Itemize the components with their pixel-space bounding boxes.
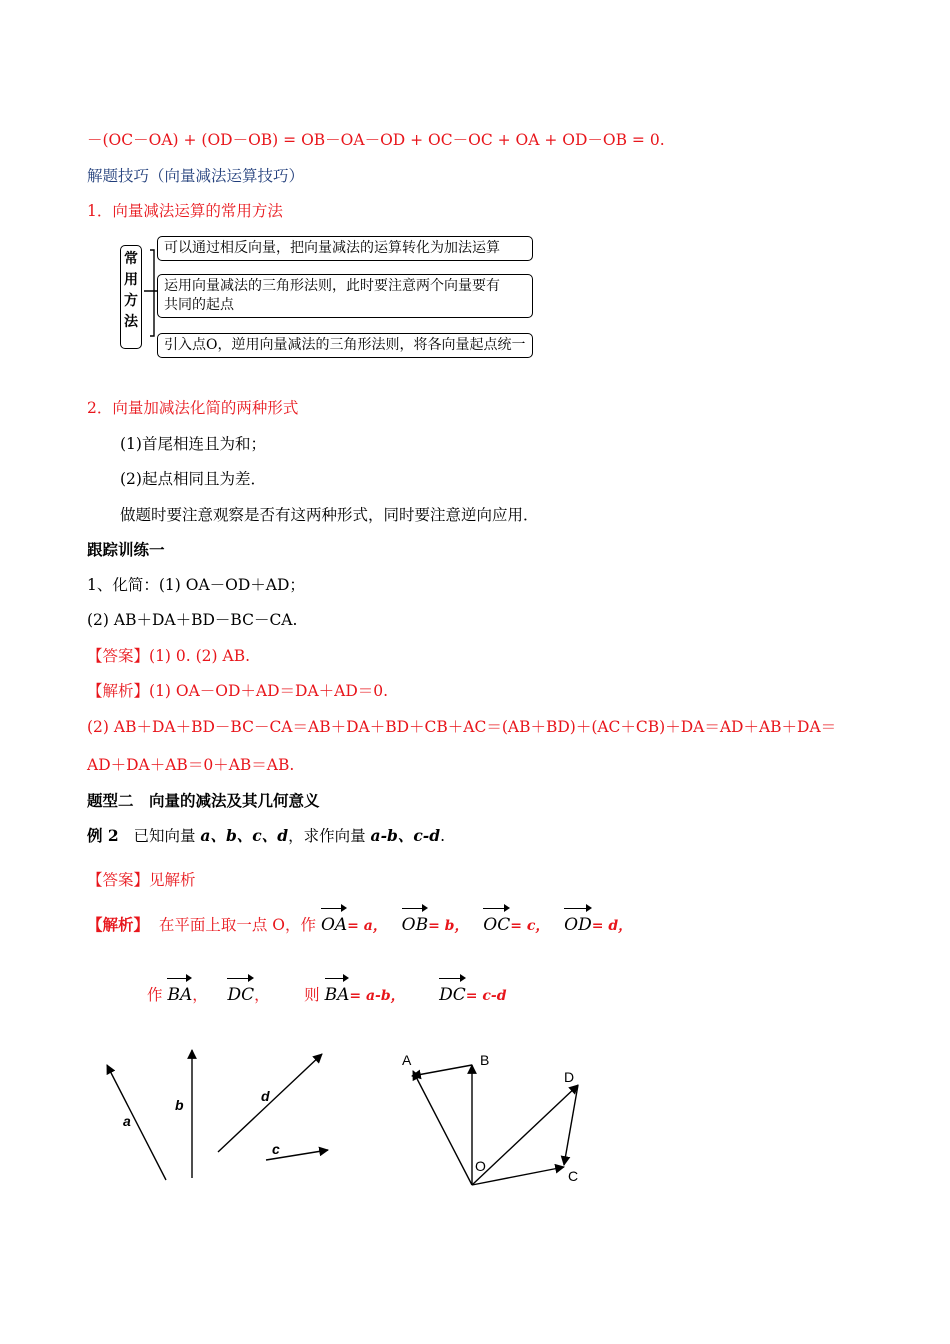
ex-answer-text: 见解析 [149, 871, 196, 889]
then-word: 则 [304, 986, 320, 1004]
diagram-box-2-line2: 共同的起点 [164, 297, 234, 313]
answer-line [87, 646, 250, 666]
example-targets: a-b、c-d [370, 826, 441, 845]
example-analysis-line1 [87, 912, 632, 939]
figure-vectors-abcd [90, 1040, 350, 1190]
eq-d: = d， [591, 918, 633, 934]
eq-c: = c， [510, 918, 550, 934]
diagram-box-3 [157, 333, 533, 358]
tip: 做题时要注意观察是否有这两种形式，同时要注意逆向应用． [120, 506, 539, 524]
diagram-box-3-text: 引入点O，逆用向量减法的三角形法则，将各向量起点统一 [164, 337, 526, 353]
example-text-pre: 已知向量 [133, 827, 196, 845]
type2-title: 题型二 向量的减法及其几何意义 [87, 791, 320, 810]
diagram-box-1-text: 可以通过相反向量，把向量减法的运算转化为加法运算 [164, 240, 500, 256]
answer-tag: 【答案】 [87, 647, 150, 665]
point-A: A [402, 1052, 412, 1068]
label-c: c [272, 1141, 280, 1157]
analysis-line2: (2) AB＋DA＋BD－BC－CA＝AB＋DA＋BD＋CB＋AC＝(AB＋BD)＋(AC＋CB)＋DA＝AD＋AB＋DA＝ [87, 718, 837, 736]
question-1-line1: 1、化简：(1) OA－OD＋AD； [87, 576, 305, 594]
vector-BA: BA [167, 982, 192, 1008]
analysis-text: (1) OA－OD＋AD＝DA＋AD＝0. [149, 682, 389, 700]
eq-a: = a， [347, 918, 387, 934]
vector-a-arrow [107, 1065, 166, 1180]
sep-1: ， [192, 986, 208, 1004]
side-char: 方 [124, 293, 138, 309]
form-1: (1)首尾相连且为和； [120, 435, 266, 453]
vector-BA-2: BA [325, 982, 350, 1008]
form-2: (2)起点相同且为差． [120, 470, 266, 488]
diagram-box-2-line1: 运用向量减法的三角形法则，此时要注意两个向量要有 [164, 278, 500, 294]
point-C: C [568, 1168, 579, 1184]
diagram-box-1 [157, 236, 533, 261]
line-OA [413, 1071, 472, 1185]
vector-OB: OB [402, 912, 428, 938]
label-b: b [175, 1097, 184, 1113]
diagram-box-2 [157, 274, 533, 318]
vector-OA: OA [321, 912, 347, 938]
label-a: a [123, 1113, 131, 1129]
ex-analysis-text: 在平面上取一点 O，作 [158, 916, 317, 934]
point-O: O [475, 1158, 486, 1174]
diagram-side-label [120, 245, 142, 349]
label-d: d [261, 1088, 270, 1104]
example-label: 例 2 [87, 826, 119, 845]
method-heading: 1．向量减法运算的常用方法 [87, 202, 283, 220]
vector-OD: OD [564, 912, 592, 938]
question-1-line2: (2) AB＋DA＋BD－BC－CA. [87, 611, 298, 629]
answer-text: (1) 0. (2) AB. [149, 647, 251, 665]
eq-a-minus-b: = a-b， [349, 988, 405, 1004]
forms-heading: 2．向量加减法化简的两种形式 [87, 399, 299, 417]
skill-title: 解题技巧（向量减法运算技巧） [87, 167, 305, 185]
example-answer [87, 870, 196, 890]
example-end: . [440, 827, 446, 845]
example-2 [87, 826, 445, 846]
side-char: 用 [124, 272, 138, 288]
sep-2: ， [254, 986, 270, 1004]
point-D: D [564, 1069, 575, 1085]
example-analysis-line2 [147, 982, 507, 1009]
analysis-line3: AD＋DA＋AB＝0＋AB＝AB. [87, 756, 295, 774]
eq-b: = b， [428, 918, 469, 934]
vector-OC: OC [483, 912, 510, 938]
ex-answer-tag: 【答案】 [87, 871, 150, 889]
top-equation: －(OC－OA) + (OD－OB) = OB－OA－OD + OC－OC + OA + OD－OB = 0. [87, 131, 665, 149]
vector-DC: DC [227, 982, 254, 1008]
side-char: 法 [124, 314, 138, 330]
practice-title: 跟踪训练一 [87, 540, 165, 559]
eq-c-minus-d: = c-d [465, 988, 507, 1004]
point-B: B [480, 1052, 490, 1068]
example-text-mid: ，求作向量 [288, 827, 366, 845]
ex-analysis-tag: 【解析】 [87, 915, 150, 934]
vector-DC-2: DC [439, 982, 466, 1008]
analysis-tag: 【解析】 [87, 682, 150, 700]
line-OD [472, 1085, 578, 1185]
analysis-line1 [87, 681, 388, 701]
vector-d-arrow [218, 1054, 322, 1152]
example-vectors: a、b、c、d [200, 826, 289, 845]
side-char: 常 [124, 251, 138, 267]
figure-construction [390, 1045, 600, 1195]
make-word: 作 [147, 986, 163, 1004]
line-BA [412, 1065, 472, 1076]
